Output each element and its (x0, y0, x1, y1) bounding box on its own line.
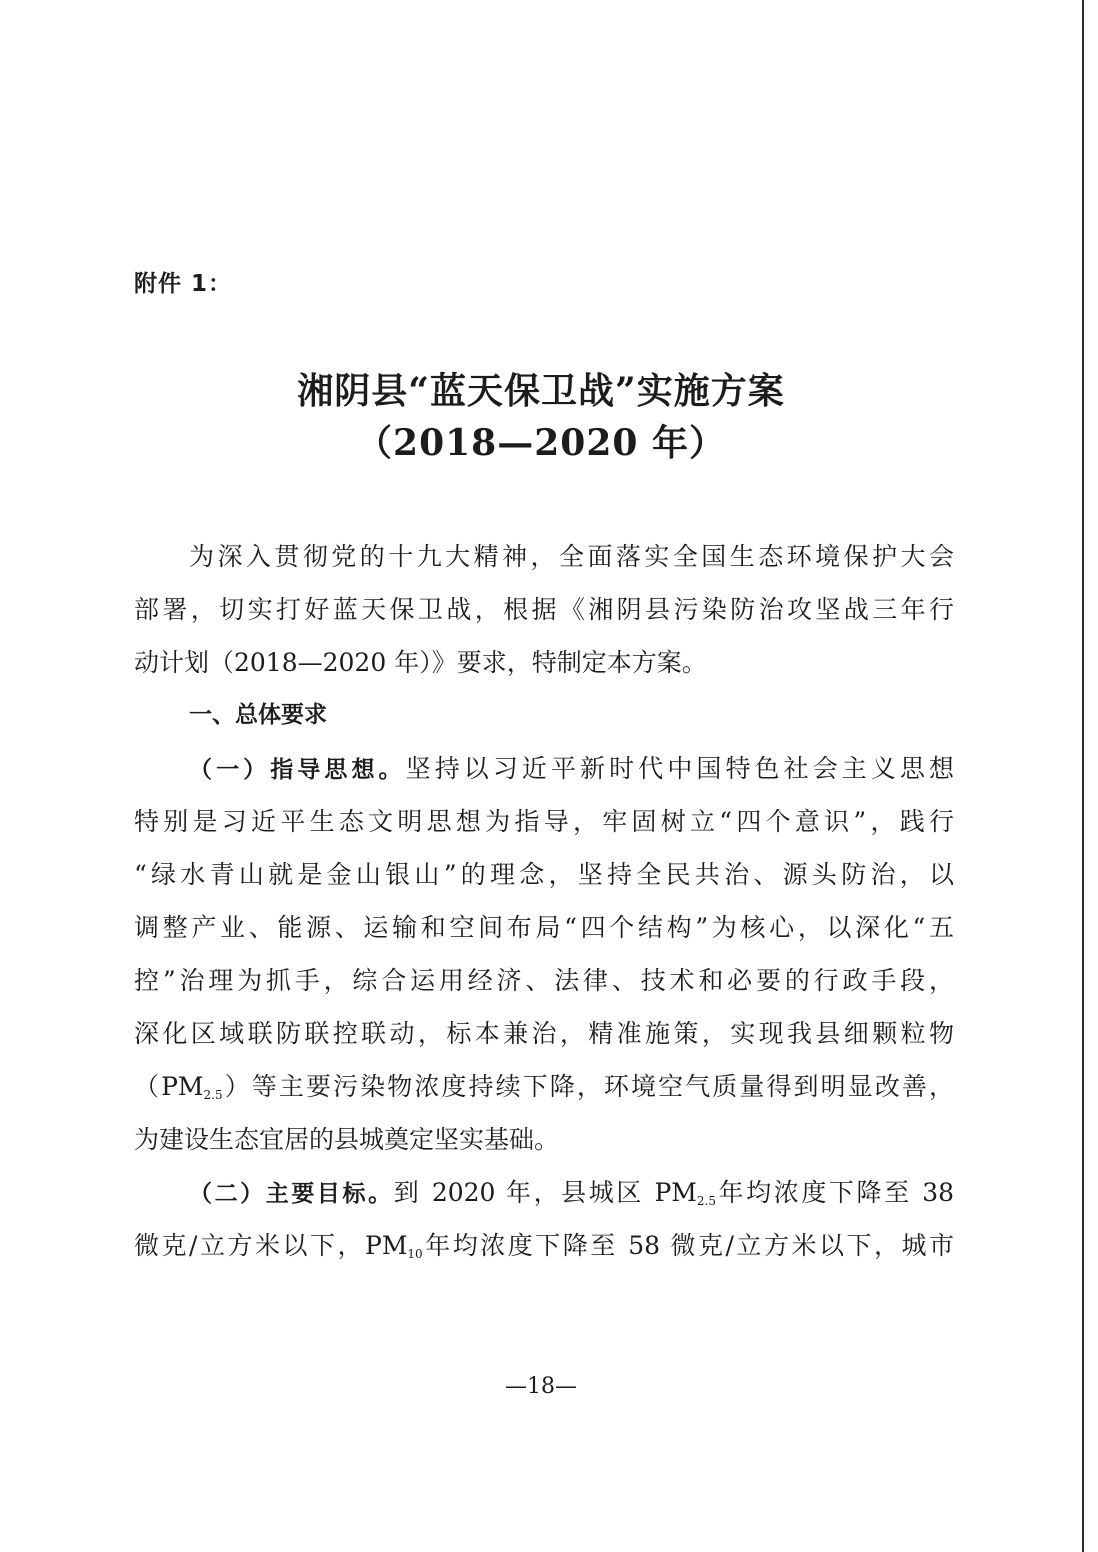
pm25-subscript: 2.5 (696, 1194, 716, 1208)
document-title-years: （2018—2020 年） (356, 422, 726, 464)
intro-line: 部署，切实打好蓝天保卫战，根据《湘阴县污染防治攻坚战三年行 (134, 595, 954, 624)
intro-line: 动计划（2018—2020 年）》要求，特制定本方案。 (134, 648, 707, 677)
paragraph-line: 调整产业、能源、运输和空间布局“四个结构”为核心，以深化“五 (134, 913, 954, 942)
paragraph-line (134, 1060, 954, 1113)
paragraph-text: 坚持以习近平新时代中国特色社会主义思想 (405, 754, 955, 783)
document-body (134, 530, 954, 1272)
guiding-ideology-line (134, 742, 954, 795)
paragraph-text: 微克/立方米以下，PM (134, 1231, 408, 1260)
page-number: —18— (505, 1374, 577, 1399)
paragraph-line: 为建设生态宜居的县城奠定坚实基础。 (134, 1125, 560, 1154)
main-targets-line (134, 1166, 954, 1219)
paragraph-line: 深化区域联防联控联动，标本兼治，精准施策，实现我县细颗粒物 (134, 1019, 954, 1048)
section-heading-general-requirements: 一、总体要求 (189, 702, 327, 728)
paragraph-text: 年均浓度下降至 38 (715, 1178, 955, 1207)
paragraph-line: 特别是习近平生态文明思想为指导，牢固树立“四个意识”，践行 (134, 807, 954, 836)
pm25-subscript: 2.5 (203, 1088, 223, 1102)
paragraph-text: （PM (134, 1072, 204, 1101)
paragraph-text: 到 2020 年，县城区 PM (393, 1178, 697, 1207)
attachment-label: 附件 1： (134, 271, 233, 297)
paragraph-text: ）等主要污染物浓度持续下降，环境空气质量得到明显改善， (222, 1072, 954, 1101)
paragraph-line: “绿水青山就是金山银山”的理念，坚持全民共治、源头防治，以 (134, 860, 954, 889)
paragraph-line: 控”治理为抓手，综合运用经济、法律、技术和必要的行政手段， (134, 966, 954, 995)
document-title: 湘阴县“蓝天保卫战”实施方案 (297, 370, 785, 412)
paragraph-text: 年均浓度下降至 58 微克/立方米以下，城市 (422, 1231, 954, 1260)
intro-line: 为深入贯彻党的十九大精神，全面落实全国生态环境保护大会 (189, 542, 954, 571)
scan-edge-line (1082, 0, 1084, 1552)
main-targets-heading: （二）主要目标。 (189, 1181, 394, 1207)
paragraph-line (134, 1219, 954, 1272)
guiding-ideology-heading: （一）指导思想。 (189, 757, 406, 783)
pm10-subscript: 10 (407, 1247, 423, 1261)
